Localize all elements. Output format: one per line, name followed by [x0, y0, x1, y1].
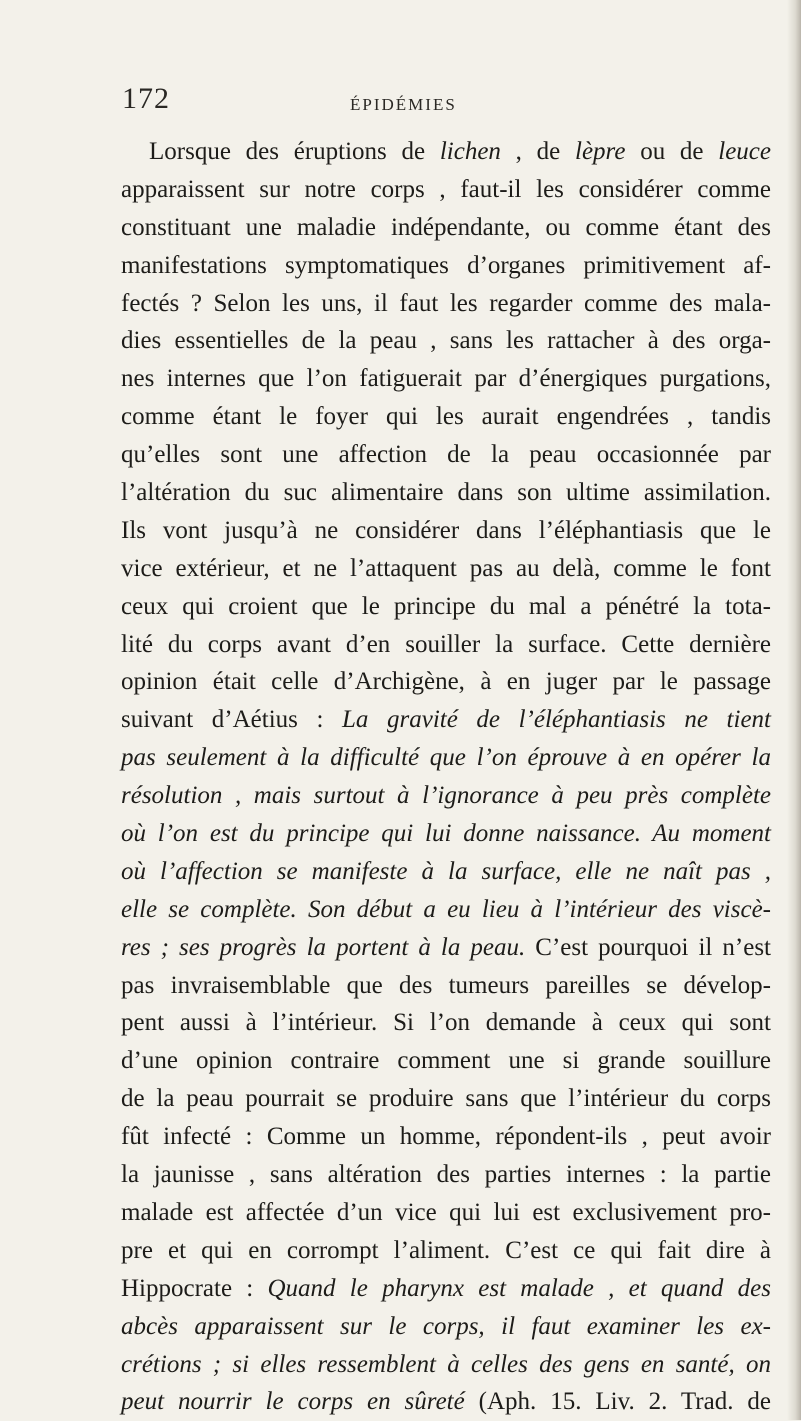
- text-line: [121, 512, 771, 550]
- text-line: [121, 133, 771, 171]
- italic-text-segment: lèpre: [575, 138, 626, 165]
- text-line: [121, 436, 771, 474]
- text-segment: vice extérieur, et ne l’attaquent pas au delà, comme le font: [121, 554, 771, 582]
- text-segment: apparaissent sur notre corps , faut-il les considérer comme: [121, 175, 771, 203]
- text-segment: , de: [500, 138, 575, 165]
- italic-text-segment: abcès apparaissent sur le corps, il faut examiner les ex-: [121, 1312, 771, 1340]
- text-segment: fectés ? Selon les uns, il faut les regarder comme des mala-: [121, 289, 771, 317]
- text-line: [121, 739, 771, 777]
- italic-text-segment: lichen: [439, 138, 501, 165]
- text-line: [121, 171, 771, 209]
- text-segment: la jaunisse , sans altération des parties internes : la partie: [121, 1161, 771, 1189]
- text-line: [121, 815, 771, 853]
- text-segment: d’une opinion contraire comment une si grande souillure: [121, 1047, 771, 1075]
- page-number: 172: [122, 82, 170, 115]
- text-line: [121, 626, 771, 664]
- italic-text-segment: pas seulement à la difficulté que l’on éprouve à en opérer la: [121, 744, 771, 772]
- italic-text-segment: res ; ses progrès la portent à la peau.: [121, 933, 526, 961]
- text-segment: Ils vont jusqu’à ne considérer dans l’éléphantiasis que le: [121, 516, 771, 544]
- text-segment: suivant d’Aétius :: [121, 706, 343, 734]
- text-segment: pas invraisemblable que des tumeurs pareilles se dévelop-: [121, 971, 771, 999]
- text-line: [121, 398, 771, 436]
- text-line: [121, 853, 771, 891]
- text-segment: dies essentielles de la peau , sans les rattacher à des orga-: [121, 327, 771, 355]
- text-line: [121, 777, 771, 815]
- text-line: [121, 247, 771, 285]
- text-line: [121, 1156, 771, 1194]
- italic-text-segment: crétions ; si elles ressemblent à celles des gens en santé, on: [121, 1350, 771, 1378]
- text-segment: comme étant le foyer qui les aurait engendrées , tandis: [121, 403, 771, 431]
- text-line: [121, 701, 771, 739]
- text-line: [121, 474, 771, 512]
- text-line: [121, 1383, 771, 1421]
- text-segment: pent aussi à l’intérieur. Si l’on demande à ceux qui sont: [121, 1009, 771, 1037]
- text-segment: nes internes que l’on fatiguerait par d’énergiques purgations,: [121, 365, 771, 393]
- text-line: [121, 967, 771, 1005]
- text-segment: malade est affectée d’un vice qui lui est exclusivement pro-: [121, 1198, 771, 1226]
- text-line: [121, 1346, 771, 1384]
- text-line: [121, 550, 771, 588]
- text-line: [121, 1004, 771, 1042]
- text-segment: C’est pourquoi il n’est: [525, 933, 771, 961]
- text-segment: Lorsque des éruptions de: [149, 138, 440, 165]
- page-header: [120, 82, 770, 122]
- running-head: ÉPIDÉMIES: [350, 95, 457, 114]
- text-segment: fût infecté : Comme un homme, répondent-ils , peut avoir: [121, 1123, 771, 1151]
- text-segment: ceux qui croient que le principe du mal a pénétré la tota-: [121, 592, 771, 620]
- italic-text-segment: peut nourrir le corps en sûreté: [121, 1388, 465, 1416]
- text-line: [121, 360, 771, 398]
- italic-text-segment: Quand le pharynx est malade , et quand des: [267, 1274, 771, 1302]
- italic-text-segment: elle se complète. Son début a eu lieu à l’intérieur des viscè-: [121, 895, 771, 923]
- text-line: [121, 1194, 771, 1232]
- text-line: [121, 322, 771, 360]
- text-line: [121, 929, 771, 967]
- italic-text-segment: résolution , mais surtout à l’ignorance à peu près complète: [121, 782, 771, 810]
- text-segment: opinion était celle d’Archigène, à en juger par le passage: [121, 668, 771, 696]
- text-line: [121, 1270, 771, 1308]
- text-segment: (Aph. 15. Liv. 2. Trad. de: [464, 1388, 771, 1416]
- text-line: [121, 663, 771, 701]
- text-line: [121, 1118, 771, 1156]
- text-segment: lité du corps avant d’en souiller la surface. Cette dernière: [121, 630, 771, 658]
- text-segment: qu’elles sont une affection de la peau occasionnée par: [121, 441, 771, 469]
- text-segment: manifestations symptomatiques d’organes primitivement af-: [121, 251, 771, 279]
- text-line: [121, 891, 771, 929]
- text-segment: de la peau pourrait se produire sans que l’intérieur du corps: [121, 1085, 771, 1113]
- body-text: [121, 133, 771, 1421]
- text-line: [121, 588, 771, 626]
- page-edge-shadow: [787, 0, 801, 1420]
- text-segment: Hippocrate :: [121, 1274, 268, 1302]
- text-segment: constituant une maladie indépendante, ou comme étant des: [121, 213, 771, 241]
- text-line: [121, 1080, 771, 1118]
- italic-text-segment: leuce: [718, 138, 771, 165]
- italic-text-segment: où l’affection se manifeste à la surface, elle ne naît pas ,: [121, 857, 771, 885]
- text-line: [121, 285, 771, 323]
- text-line: [121, 209, 771, 247]
- text-line: [121, 1232, 771, 1270]
- text-segment: ou de: [625, 138, 719, 165]
- text-segment: l’altération du suc alimentaire dans son ultime assimilation.: [121, 479, 771, 507]
- text-line: [121, 1042, 771, 1080]
- text-segment: pre et qui en corrompt l’aliment. C’est ce qui fait dire à: [121, 1236, 771, 1264]
- text-line: [121, 1308, 771, 1346]
- italic-text-segment: où l’on est du principe qui lui donne naissance. Au moment: [121, 820, 771, 848]
- italic-text-segment: La gravité de l’éléphantiasis ne tient: [342, 706, 771, 734]
